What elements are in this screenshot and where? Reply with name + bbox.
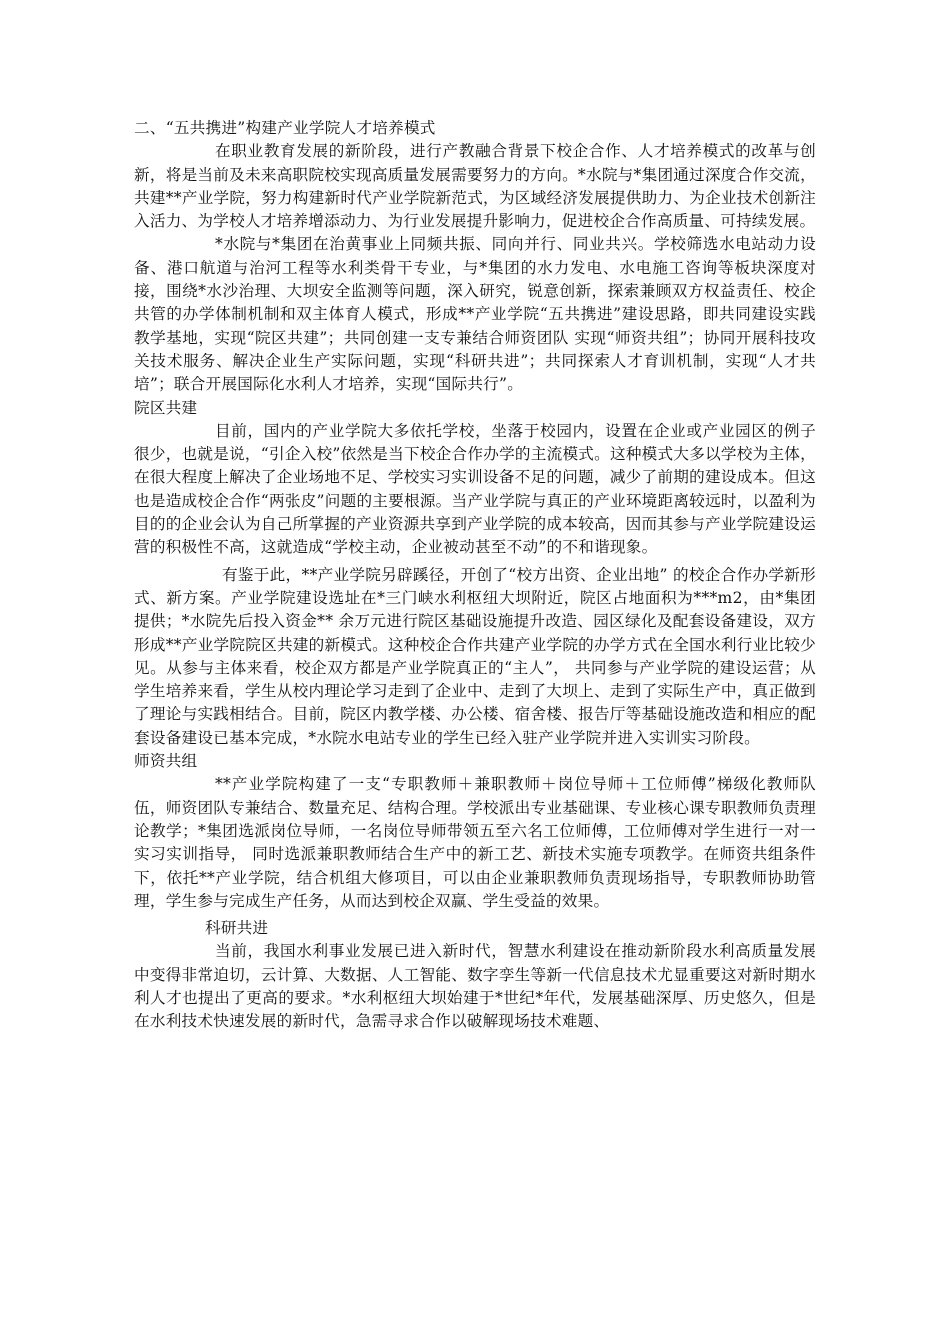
- body-paragraph: **产业学院构建了一支“专职教师＋兼职教师＋岗位导师＋工位师傅”梯级化教师队伍，师资团队专兼结合、数量充足、结构合理。学校派出专业基础课、专业核心课专职教师负责理论教学；*集团选派岗位导师，一名岗位导师带领五至六名工位师傅，工位师傅对学生进行一对一实习实训指导， 同时选派兼职教师结合生产中的新工艺、新技术实施专项教学。在师资共组条件下，依托**产业学院，结合机组大修项目，可以由企业兼职教师负责现场指导，专职教师协助管理，学生参与完成生产任务，从而达到校企双赢、学生受益的效果。: [134, 775, 816, 910]
- body-paragraph: 目前，国内的产业学院大多依托学校，坐落于校园内，设置在企业或产业园区的例子很少，也就是说，“引企入校”依然是当下校企合作办学的主流模式。这种模式大多以学校为主体，在很大程度上解决了企业场地不足、学校实习实训设备不足的问题，减少了前期的建设成本。但这也是造成校企合作“两张皮”问题的主要根源。当产业学院与真正的产业环境距离较远时，以盈利为目的的企业会认为自己所掌握的产业资源共享到产业学院的成本较高，因而其参与产业学院建设运营的积极性不高，这就造成“学校主动，企业被动甚至不动”的不和谐现象。: [134, 421, 816, 557]
- body-paragraph: 有鉴于此，**产业学院另辟蹊径，开创了“校方出资、企业出地” 的校企合作办学新形式、新方案。产业学院建设选址在*三门峡水利枢纽大坝附近，院区占地面积为***m2，由*集团提供；*水院先后投入资金** 余万元进行院区基础设施提升改造、园区绿化及配套设备建设，双方形成**产业学院院区共建的新模式。这种校企合作共建产业学院的办学方式在全国水利行业比较少见。从参与主体来看，校企双方都是产业学院真正的“主人”， 共同参与产业学院的建设运营；从学生培养来看，学生从校内理论学习走到了企业中、走到了大坝上、走到了实际生产中，真正做到了理论与实践相结合。目前，院区内教学楼、办公楼、宿舍楼、报告厅等基础设施改造和相应的配套设备建设已基本完成，*水院水电站专业的学生已经入驻产业学院并进入实训实习阶段。: [134, 565, 816, 747]
- section-title: 二、“五共携进”构建产业学院人才培养模式: [134, 119, 436, 137]
- body-paragraph: *水院与*集团在治黄事业上同频共振、同向并行、同业共兴。学校筛选水电站动力设备、港口航道与治河工程等水利类骨干专业，与*集团的水力发电、水电施工咨询等板块深度对接，围绕*水沙治理、大坝安全监测等问题，深入研究，锐意创新，探索兼顾双方权益责任、校企共管的办学体制机制和双主体育人模式，形成**产业学院“五共携进”建设思路，即共同建设实践教学基地，实现“院区共建”；共同创建一支专兼结合师资团队 实现“师资共组”；协同开展科技攻关技术服务、解决企业生产实际问题，实现“科研共进”；共同探索人才育训机制，实现“人才共培”；联合开展国际化水利人才培养，实现“国际共行”。: [134, 235, 816, 394]
- body-paragraph: 当前，我国水利事业发展已进入新时代，智慧水利建设在推动新阶段水利高质量发展中变得非常迫切，云计算、大数据、人工智能、数字孪生等新一代信息技术尤显重要这对新时期水利人才也提出了更高的要求。*水利枢纽大坝始建于*世纪*年代，发展基础深厚、历史悠久，但是在水利技术快速发展的新时代，急需寻求合作以破解现场技术难题、: [134, 942, 816, 1031]
- document-body: [134, 117, 816, 1034]
- subsection-title-campus: 院区共建: [134, 398, 198, 417]
- body-paragraph: 在职业教育发展的新阶段，进行产教融合背景下校企合作、人才培养模式的改革与创新，将是当前及未来高职院校实现高质量发展需要努力的方向。*水院与*集团通过深度合作交流，共建**产业学院，努力构建新时代产业学院新范式，为区域经济发展提供助力、为企业技术创新注入活力、为学校人才培养增添动力、为行业发展提升影响力，促进校企合作高质量、可持续发展。: [134, 142, 816, 231]
- subsection-title-research: 科研共进: [205, 919, 269, 938]
- subsection-title-faculty: 师资共组: [134, 752, 198, 771]
